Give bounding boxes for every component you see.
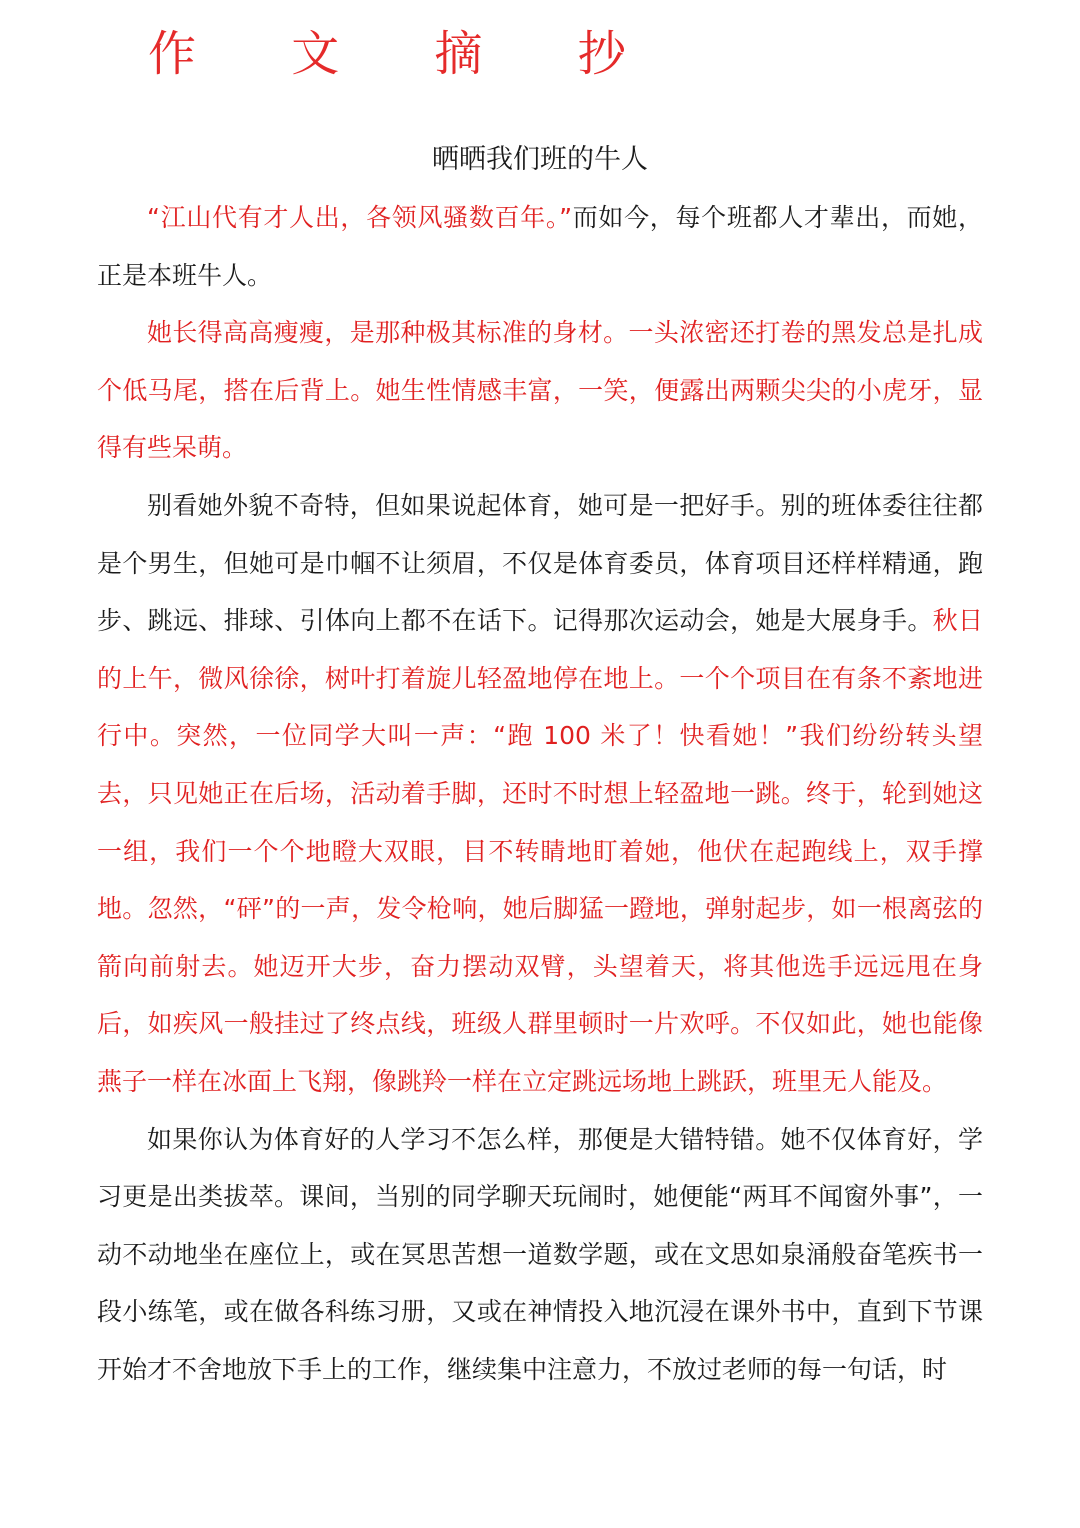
article-title: 晒晒我们班的牛人 — [432, 144, 648, 175]
text-segment: 如果你认为体育好的人学习不怎么样，那便是大错特错。她不仅体育好，学习更是出类拔萃。课间，当别的同学聊天玩闹时，她便能“两耳不闻窗外事”，一动不动地坐在座位上，或在冥思苦想一道数学题，或在文思如泉涌般奋笔疾书一段小练笔，或在做各科练习册，又或在神情投入地沉浸在课外书中，直到下节课开始才不舍地放下手上的工作，继续集中注意力，不放过老师的每一句话，时 — [97, 1124, 983, 1384]
text-segment: 秋日的上午，微风徐徐，树叶打着旋儿轻盈地停在地上。一个个项目在有条不紊地进行中。突然，一位同学大叫一声：“跑 100 米了！快看她！”我们纷纷转头望去，只见她正在后场，活动着手脚，还时不时想上轻盈地一跳。终于，轮到她这一组，我们一个个地瞪大双眼，目不转睛地盯着她，他伏在起跑线上，双手撑地。忽然，“砰”的一声，发令枪响，她后脚猛一蹬地，弹射起步，如一根离弦的箭向前射去。她迈开大步，奋力摆动双臂，头望着天，将其他选手远远甩在身后，如疾风一般挂过了终点线，班级人群里顿时一片欢呼。不仅如此，她也能像燕子一样在冰面上飞翔，像跳羚一样在立定跳远场地上跳跃，班里无人能及。 — [97, 606, 983, 1096]
quote-segment: “江山代有才人出，各领风骚数百年。” — [147, 203, 573, 232]
text-segment: 她长得高高瘦瘦，是那种极其标准的身材。一头浓密还打卷的黑发总是扎成个低马尾，搭在后背上。她生性情感丰富，一笑，便露出两颗尖尖的小虎牙，显得有些呆萌。 — [97, 318, 983, 463]
paragraph — [97, 189, 983, 304]
text-segment: 而如今，每个班都人才辈出，而她，正是本班牛人。 — [97, 203, 983, 290]
text-segment: 别看她外貌不奇特，但如果说起体育，她可是一把好手。别的班体委往往都是个男生，但她可是巾帼不让须眉，不仅是体育委员，体育项目还样样精通，跑步、跳远、排球、引体向上都不在话下。记得那次运动会，她是大展身手。 — [97, 490, 983, 636]
article-body — [97, 189, 983, 1398]
paragraph — [97, 477, 983, 1111]
paragraph — [97, 304, 983, 477]
header-title: 作 文 摘 抄 — [148, 26, 666, 82]
paragraph — [97, 1111, 983, 1399]
